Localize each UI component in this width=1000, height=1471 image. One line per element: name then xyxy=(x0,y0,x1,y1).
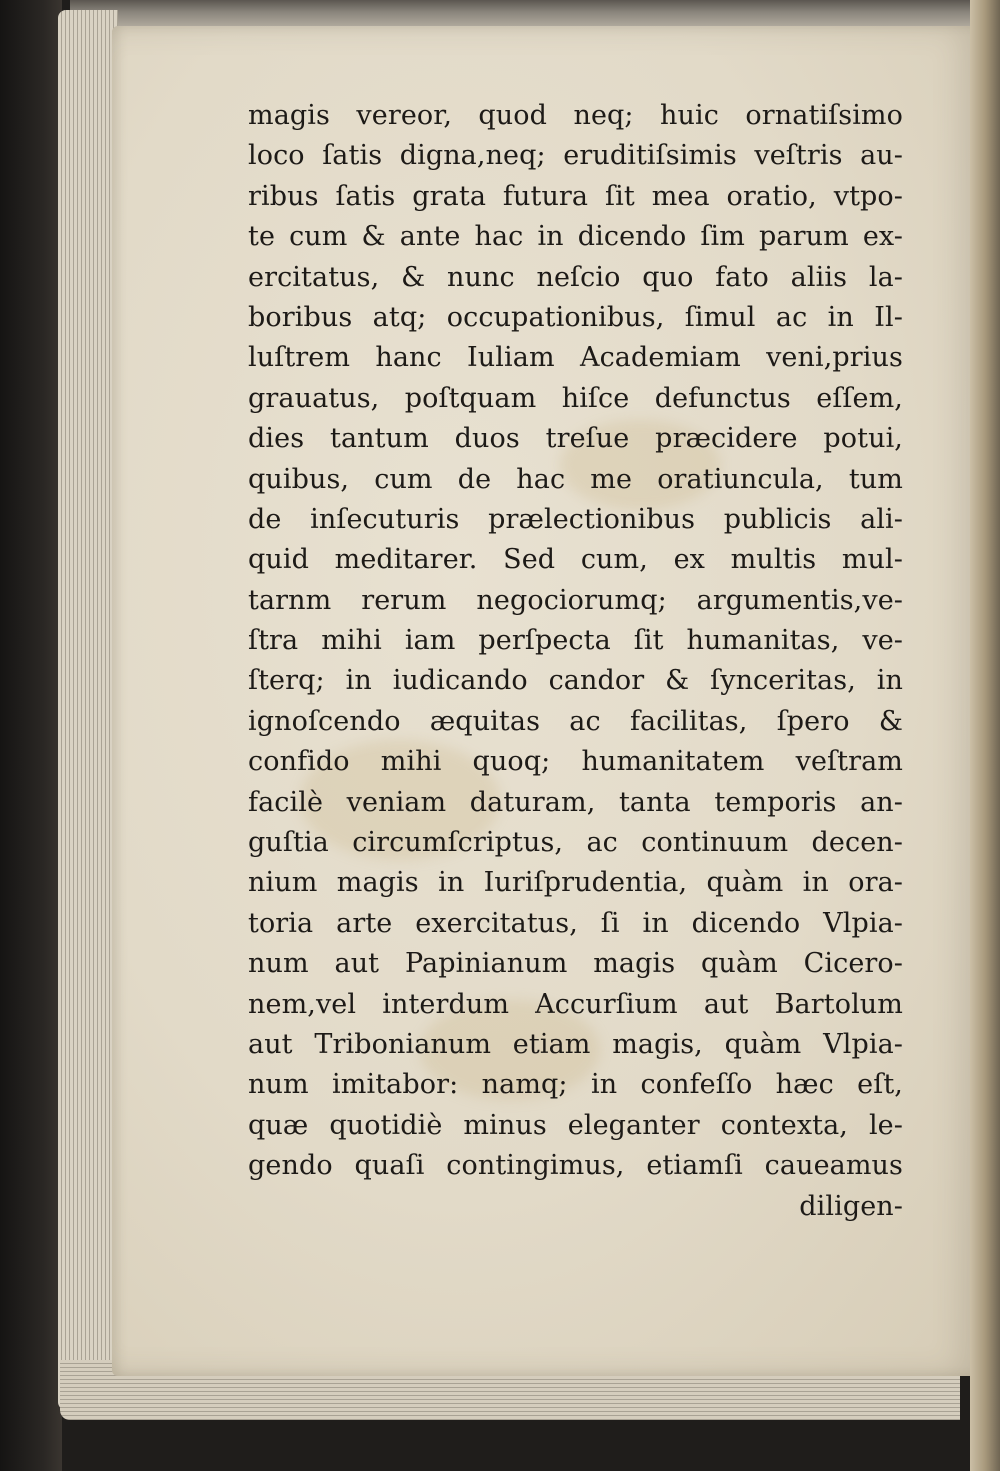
background-left xyxy=(0,0,62,1471)
text-line: dies tantum duos treſue præcidere potui, xyxy=(248,423,903,455)
text-line: confido mihi quoq; humanitatem veſtram xyxy=(248,746,903,778)
text-line: loco ſatis digna,neq; eruditiſsimis veſtris au- xyxy=(248,140,903,172)
text-line: facilè veniam daturam, tanta temporis an- xyxy=(248,786,903,818)
text-line: guſtia circumſcriptus, ac continuum decen- xyxy=(248,827,903,859)
text-line: ignoſcendo æquitas ac facilitas, ſpero & xyxy=(248,705,903,737)
text-line: gendo quaſi contingimus, etiamſi caueamus xyxy=(248,1150,903,1182)
book-gutter xyxy=(970,0,1000,1471)
text-line: te cum & ante hac in dicendo ſim parum ex- xyxy=(248,221,903,253)
text-line: toria arte exercitatus, ſi in dicendo Vlpia- xyxy=(248,907,903,939)
text-line: quibus, cum de hac me oratiuncula, tum xyxy=(248,463,903,495)
text-line: magis vereor, quod neq; huic ornatiſsimo xyxy=(248,100,903,131)
text-line: de inſecuturis prælectionibus publicis ali- xyxy=(248,503,903,535)
page-edges-left xyxy=(58,10,118,1410)
text-line: num aut Papinianum magis quàm Cicero- xyxy=(248,948,903,980)
text-line: ſtra mihi iam perſpecta ſit humanitas, ve- xyxy=(248,625,903,657)
text-line: quid meditarer. Sed cum, ex multis mul- xyxy=(248,544,903,576)
text-line: ercitatus, & nunc neſcio quo fato aliis la- xyxy=(248,261,903,293)
text-line: boribus atq; occupationibus, ſimul ac in Il- xyxy=(248,301,903,333)
text-line: grauatus, poſtquam hiſce defunctus eſſem, xyxy=(248,382,903,414)
text-line: quæ quotidiè minus eleganter contexta, le- xyxy=(248,1109,903,1141)
text-line: luſtrem hanc Iuliam Academiam veni,prius xyxy=(248,342,903,374)
text-line: aut Tribonianum etiam magis, quàm Vlpia- xyxy=(248,1028,903,1060)
catchword: diligen- xyxy=(799,1190,903,1222)
text-line: num imitabor: namq; in confeſſo hæc eſt, xyxy=(248,1069,903,1101)
text-line: tarnm rerum negociorumq; argumentis,ve- xyxy=(248,584,903,616)
text-line: ſterq; in iudicando candor & ſynceritas, in xyxy=(248,665,903,697)
text-line: nium magis in Iuriſprudentia, quàm in ora- xyxy=(248,867,903,899)
text-line: nem,vel interdum Accurſium aut Bartolum xyxy=(248,988,903,1020)
page-text xyxy=(248,96,903,1227)
text-line: ribus ſatis grata futura ſit mea oratio, vtpo- xyxy=(248,180,903,212)
